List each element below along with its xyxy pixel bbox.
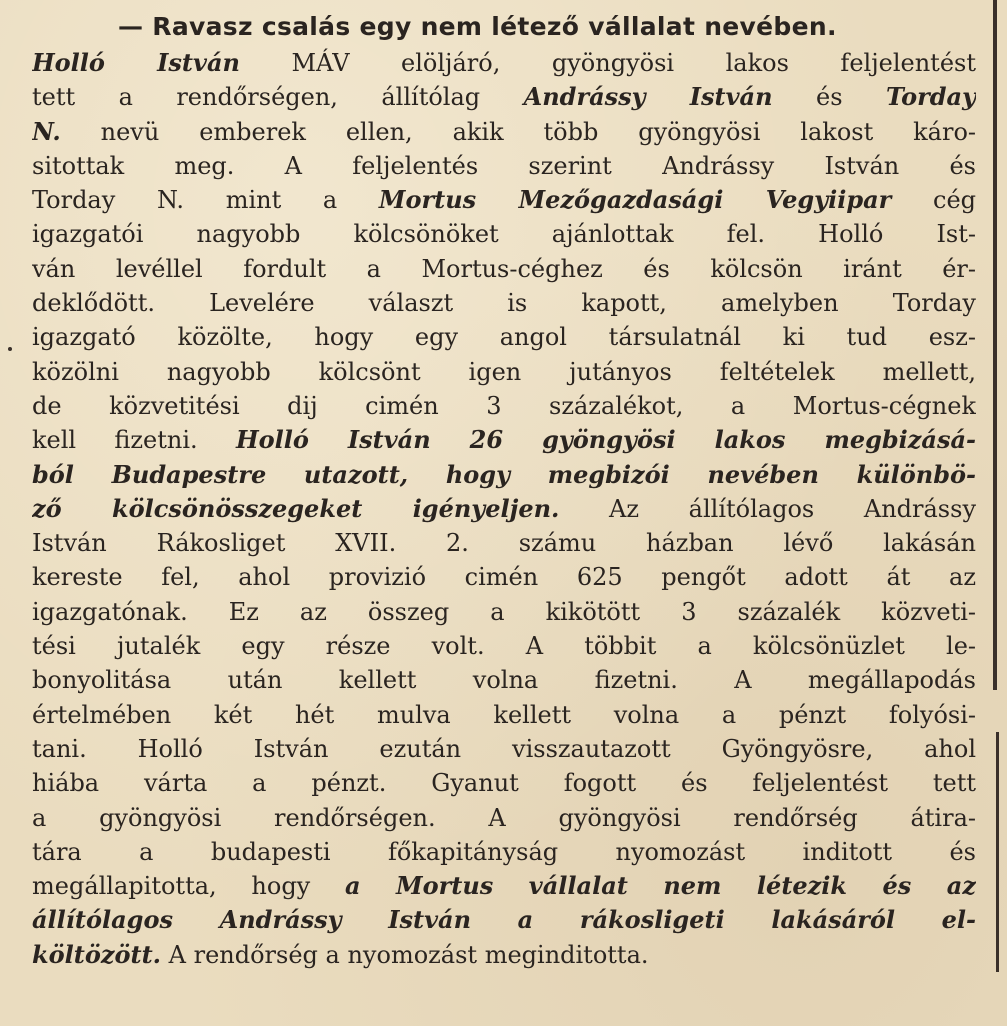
- italic-text: ból Budapestre utazott, hogy megbizói nevében különbö-: [32, 459, 976, 489]
- article-line: [32, 766, 976, 800]
- text-run: de közvetitési dij cimén 3 százalékot, a Mortus-cégnek: [32, 391, 976, 420]
- text-run: kereste fel, ahol provizió cimén 625 pengőt adott át az: [32, 563, 976, 592]
- article-line: [32, 389, 976, 423]
- article-line: [32, 663, 976, 697]
- article-line: [32, 698, 976, 732]
- article-line: [32, 217, 976, 251]
- article-headline: — Ravasz csalás egy nem létező vállalat nevében.: [118, 12, 837, 41]
- article-line: [32, 732, 976, 766]
- text-run: igazgató közölte, hogy egy angol társulatnál ki tud esz-: [32, 323, 976, 352]
- article-line: [32, 252, 976, 286]
- text-run: megállapitotta, hogy: [32, 872, 346, 901]
- text-run: igazgatói nagyobb kölcsönöket ajánlottak fel. Holló Ist-: [32, 220, 976, 249]
- text-run: tési jutalék egy része volt. A többit a kölcsönüzlet le-: [32, 632, 976, 661]
- article-line: [32, 938, 976, 972]
- text-run: hiába várta a pénzt. Gyanut fogott és feljelentést tett: [32, 769, 976, 798]
- text-run: bonyolitása után kellett volna fizetni. A megállapodás: [32, 666, 976, 695]
- article-line: [32, 801, 976, 835]
- article-line: [32, 286, 976, 320]
- article-line: [32, 355, 976, 389]
- article-line: [32, 629, 976, 663]
- column-rule-top-right: [993, 0, 997, 690]
- italic-text: Holló István 26 gyöngyösi lakos megbizásá-: [235, 425, 976, 455]
- article-line: [32, 46, 976, 80]
- article-line: [32, 560, 976, 594]
- article-line: [32, 595, 976, 629]
- article-line: [32, 835, 976, 869]
- text-run: Az állítólagos Andrássy: [559, 494, 976, 523]
- text-run: cég: [891, 186, 976, 215]
- italic-text: ző kölcsönösszegeket igényeljen.: [32, 493, 560, 523]
- text-run: tani. Holló István ezután visszautazott Gyöngyösre, ahol: [32, 734, 976, 763]
- text-run: közölni nagyobb kölcsönt igen jutányos feltételek mellett,: [32, 357, 976, 386]
- text-run: a gyöngyösi rendőrségen. A gyöngyösi rendőrség átira-: [32, 803, 976, 832]
- italic-text: a Mortus vállalat nem létezik és az: [345, 871, 976, 901]
- article-line: [32, 115, 976, 149]
- article: [32, 8, 976, 972]
- text-run: István Rákosliget XVII. 2. számu házban lévő lakásán: [32, 529, 976, 558]
- column-rule-bottom-right: [996, 732, 999, 972]
- italic-text: költözött.: [32, 939, 162, 969]
- article-line: [32, 183, 976, 217]
- article-line: [32, 492, 976, 526]
- italic-text: Torday: [885, 82, 976, 112]
- article-line: [32, 149, 976, 183]
- text-run: tára a budapesti főkapitányság nyomozást inditott és: [32, 837, 976, 866]
- article-line: [32, 423, 976, 457]
- text-run: Torday N. mint a: [32, 186, 379, 215]
- text-run: értelmében két hét mulva kellett volna a pénzt folyósi-: [32, 700, 976, 729]
- italic-text: állítólagos Andrássy István a rákosligeti lakásáról el-: [32, 905, 976, 935]
- italic-text: Mortus Mezőgazdasági Vegyiipar: [378, 185, 892, 215]
- print-speck: [8, 347, 12, 351]
- article-body: [32, 46, 976, 972]
- text-run: MÁV elöljáró, gyöngyösi lakos feljelentést: [239, 49, 976, 77]
- text-run: és: [772, 83, 886, 112]
- article-line: [32, 458, 976, 492]
- text-run: nevü emberek ellen, akik több gyöngyösi lakost káro-: [60, 117, 976, 146]
- text-run: tett a rendőrségen, állítólag: [32, 83, 524, 112]
- text-run: sitottak meg. A feljelentés szerint Andrássy István és: [32, 151, 976, 180]
- italic-text: Holló István: [32, 48, 240, 77]
- text-run: A rendőrség a nyomozást meginditotta.: [161, 940, 649, 969]
- article-line: [32, 903, 976, 937]
- text-run: ván levéllel fordult a Mortus-céghez és kölcsön iránt ér-: [32, 254, 976, 283]
- italic-text: N.: [32, 116, 61, 146]
- article-line: [32, 320, 976, 354]
- text-run: igazgatónak. Ez az összeg a kikötött 3 százalék közveti-: [32, 597, 976, 626]
- article-line: [32, 869, 976, 903]
- article-line: [32, 80, 976, 114]
- article-line: [32, 526, 976, 560]
- text-run: kell fizetni.: [32, 426, 236, 455]
- text-run: deklődött. Levelére választ is kapott, amelyben Torday: [32, 289, 976, 318]
- italic-text: Andrássy István: [523, 82, 773, 112]
